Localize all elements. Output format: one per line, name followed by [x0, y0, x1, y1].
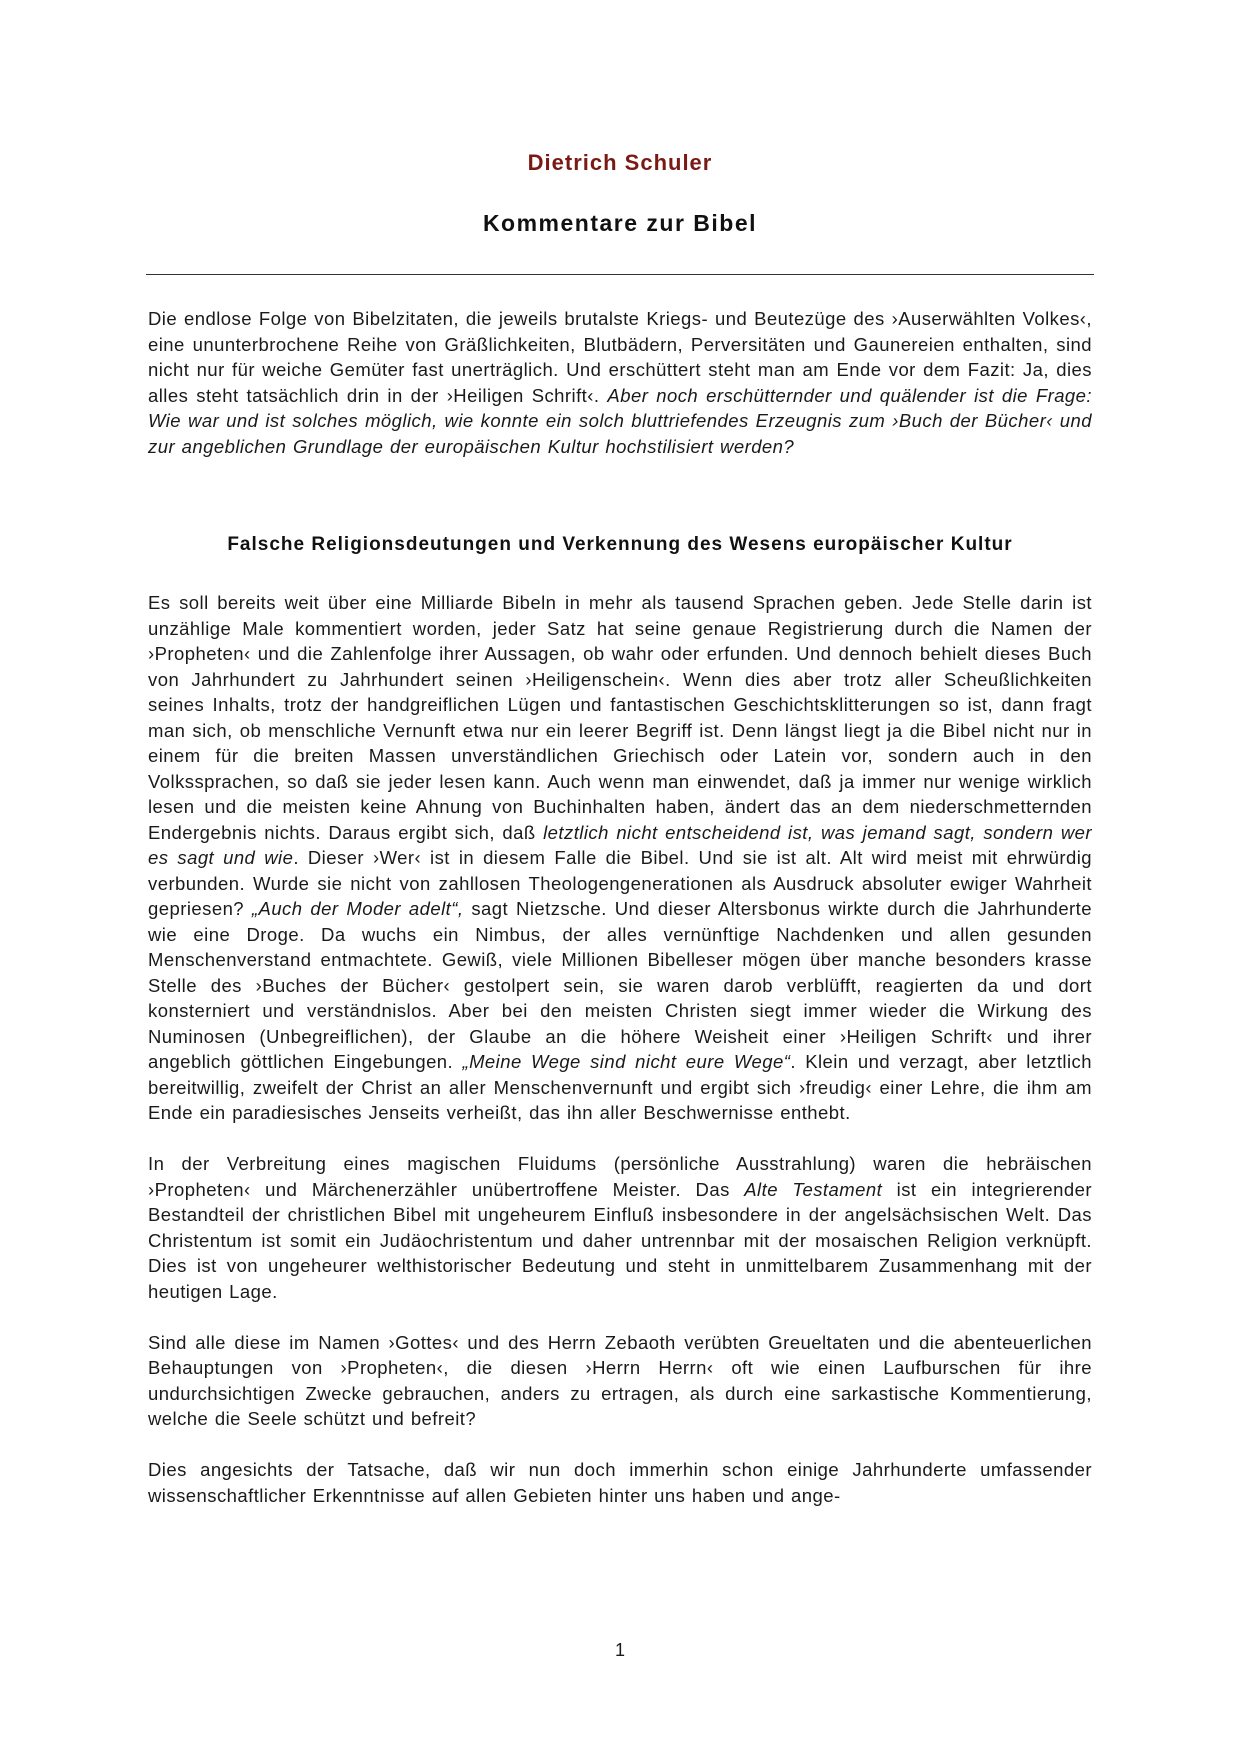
body-text: ist ein integrierender Bestandteil der christlichen Bibel mit ungeheurem Einfluß insbesondere in der angelsächsischen Welt. Das Christentum ist somit ein Judäochristentum und daher untrennbar mit der mosaischen Religion verknüpft. Dies ist von ungeheurer welthistorischer Bedeutung und steht in unmittelbarem Zusammenhang mit der heutigen Lage.	[148, 1178, 1092, 1302]
body-paragraph-1	[148, 590, 1092, 1126]
body-paragraph-2	[148, 1151, 1092, 1304]
body-emphasis: letztlich nicht entscheidend ist, was jemand sagt, sondern wer es sagt und wie	[148, 821, 1092, 868]
body-text: sagt Nietzsche. Und dieser Altersbonus wirkte durch die Jahrhunderte wie eine Droge. Da wuchs ein Nimbus, der alles vernünftige Nachdenken und allen gesunden Menschenverstand entmachtete. Gewiß, viele Millionen Bibelleser mögen über manche besonders krasse Stelle des ›Buches der Bücher‹ gestolpert sein, sie waren darob verblüfft, reagierten da und dort konsterniert und verständnislos. Aber bei den meisten Christen siegt immer wieder die Wirkung des Numinosen (Unbegreiflichen), der Glaube an die höhere Weisheit einer ›Heiligen Schrift‹ und ihrer angeblich göttlichen Eingebungen.	[148, 898, 1092, 1072]
body-text: . Klein und verzagt, aber letztlich bereitwillig, zweifelt der Christ an aller Menschenvernunft und ergibt sich ›freudig‹ einer Lehre, die ihm am Ende ein paradiesisches Jenseits verheißt, das ihn aller Beschwernisse enthebt.	[148, 1051, 1092, 1123]
body-text: In der Verbreitung eines magischen Fluidums (persönliche Ausstrahlung) waren die hebräischen ›Propheten‹ und Märchenerzähler unübertroffene Meister. Das	[148, 1153, 1092, 1200]
author-name: Dietrich Schuler	[527, 150, 713, 175]
lead-text: Die endlose Folge von Bibelzitaten, die jeweils brutalste Kriegs- und Beutezüge des ›Auserwählten Volkes‹, eine ununterbrochene Reihe von Gräßlichkeiten, Blutbädern, Perversitäten und Gaunereien enthalten, sind nicht nur für weiche Gemüter fast unerträglich. Und erschüttert steht man am Ende vor dem Fazit: Ja, dies alles steht tatsächlich drin in der ›Heiligen Schrift‹.	[148, 308, 1092, 406]
body-emphasis: Alte Testament	[744, 1178, 883, 1200]
header-divider	[146, 274, 1094, 275]
lead-section	[148, 306, 1092, 459]
document-title: Kommentare zur Bibel	[482, 210, 758, 236]
body-section	[148, 590, 1092, 1508]
section-heading: Falsche Religionsdeutungen und Verkennung des Wesens europäischer Kultur	[227, 534, 1013, 555]
nietzsche-quote: „Auch der Moder adelt“,	[251, 898, 464, 919]
lead-emphasis: Aber noch erschütternder und quälender ist die Frage: Wie war und ist solches möglich, wie konnte ein solch bluttriefendes Erzeugnis zum ›Buch der Bücher‹ und zur angeblichen Grundlage der europäischen Kultur hochstilisiert werden?	[148, 384, 1093, 457]
body-text: . Dieser ›Wer‹ ist in diesem Falle die Bibel. Und sie ist alt. Alt wird meist mit ehrwürdig verbunden. Wurde sie nicht von zahllosen Theologengenerationen als Ausdruck absoluter ewiger Wahrheit gepriesen?	[148, 847, 1092, 919]
body-paragraph-4: Dies angesichts der Tatsache, daß wir nun doch immerhin schon einige Jahrhunderte umfassender wissenschaftlicher Erkenntnisse auf allen Gebieten hinter uns haben und ange-	[148, 1459, 1092, 1506]
body-text: Es soll bereits weit über eine Milliarde Bibeln in mehr als tausend Sprachen geben. Jede Stelle darin ist unzählige Male kommentiert worden, jeder Satz hat seine genaue Registrierung durch die Namen der ›Propheten‹ und die Zahlenfolge ihrer Aussagen, ob wahr oder erfunden. Und dennoch behielt dieses Buch von Jahrhundert zu Jahrhundert seinen ›Heiligenschein‹. Wenn dies aber trotz aller Scheußlichkeiten seines Inhalts, trotz der handgreiflichen Lügen und fantastischen Geschichtsklitterungen so ist, dann fragt man sich, ob menschliche Vernunft etwa nur ein leerer Begriff ist. Denn längst liegt ja die Bibel nicht nur in einem für die breiten Massen unverständlichen Griechisch oder Latein vor, sondern auch in den Volkssprachen, so daß sie jeder lesen kann. Auch wenn man einwendet, daß ja immer nur wenige wirklich lesen und die meisten keine Ahnung von Buchinhalten haben, ändert das an dem niederschmetternden Endergebnis nichts. Daraus ergibt sich, daß	[148, 592, 1092, 843]
page-number: 1	[614, 1640, 625, 1660]
lead-paragraph	[148, 306, 1092, 459]
body-paragraph-3: Sind alle diese im Namen ›Gottes‹ und des Herrn Zebaoth verübten Greueltaten und die abenteuerlichen Behauptungen von ›Propheten‹, die diesen ›Herrn Herrn‹ oft wie einen Laufburschen für ihre undurchsichtigen Zwecke gebrauchen, anders zu ertragen, als durch eine sarkastische Kommentierung, welche die Seele schützt und befreit?	[148, 1331, 1092, 1429]
scripture-quote: „Meine Wege sind nicht eure Wege“	[462, 1051, 791, 1072]
